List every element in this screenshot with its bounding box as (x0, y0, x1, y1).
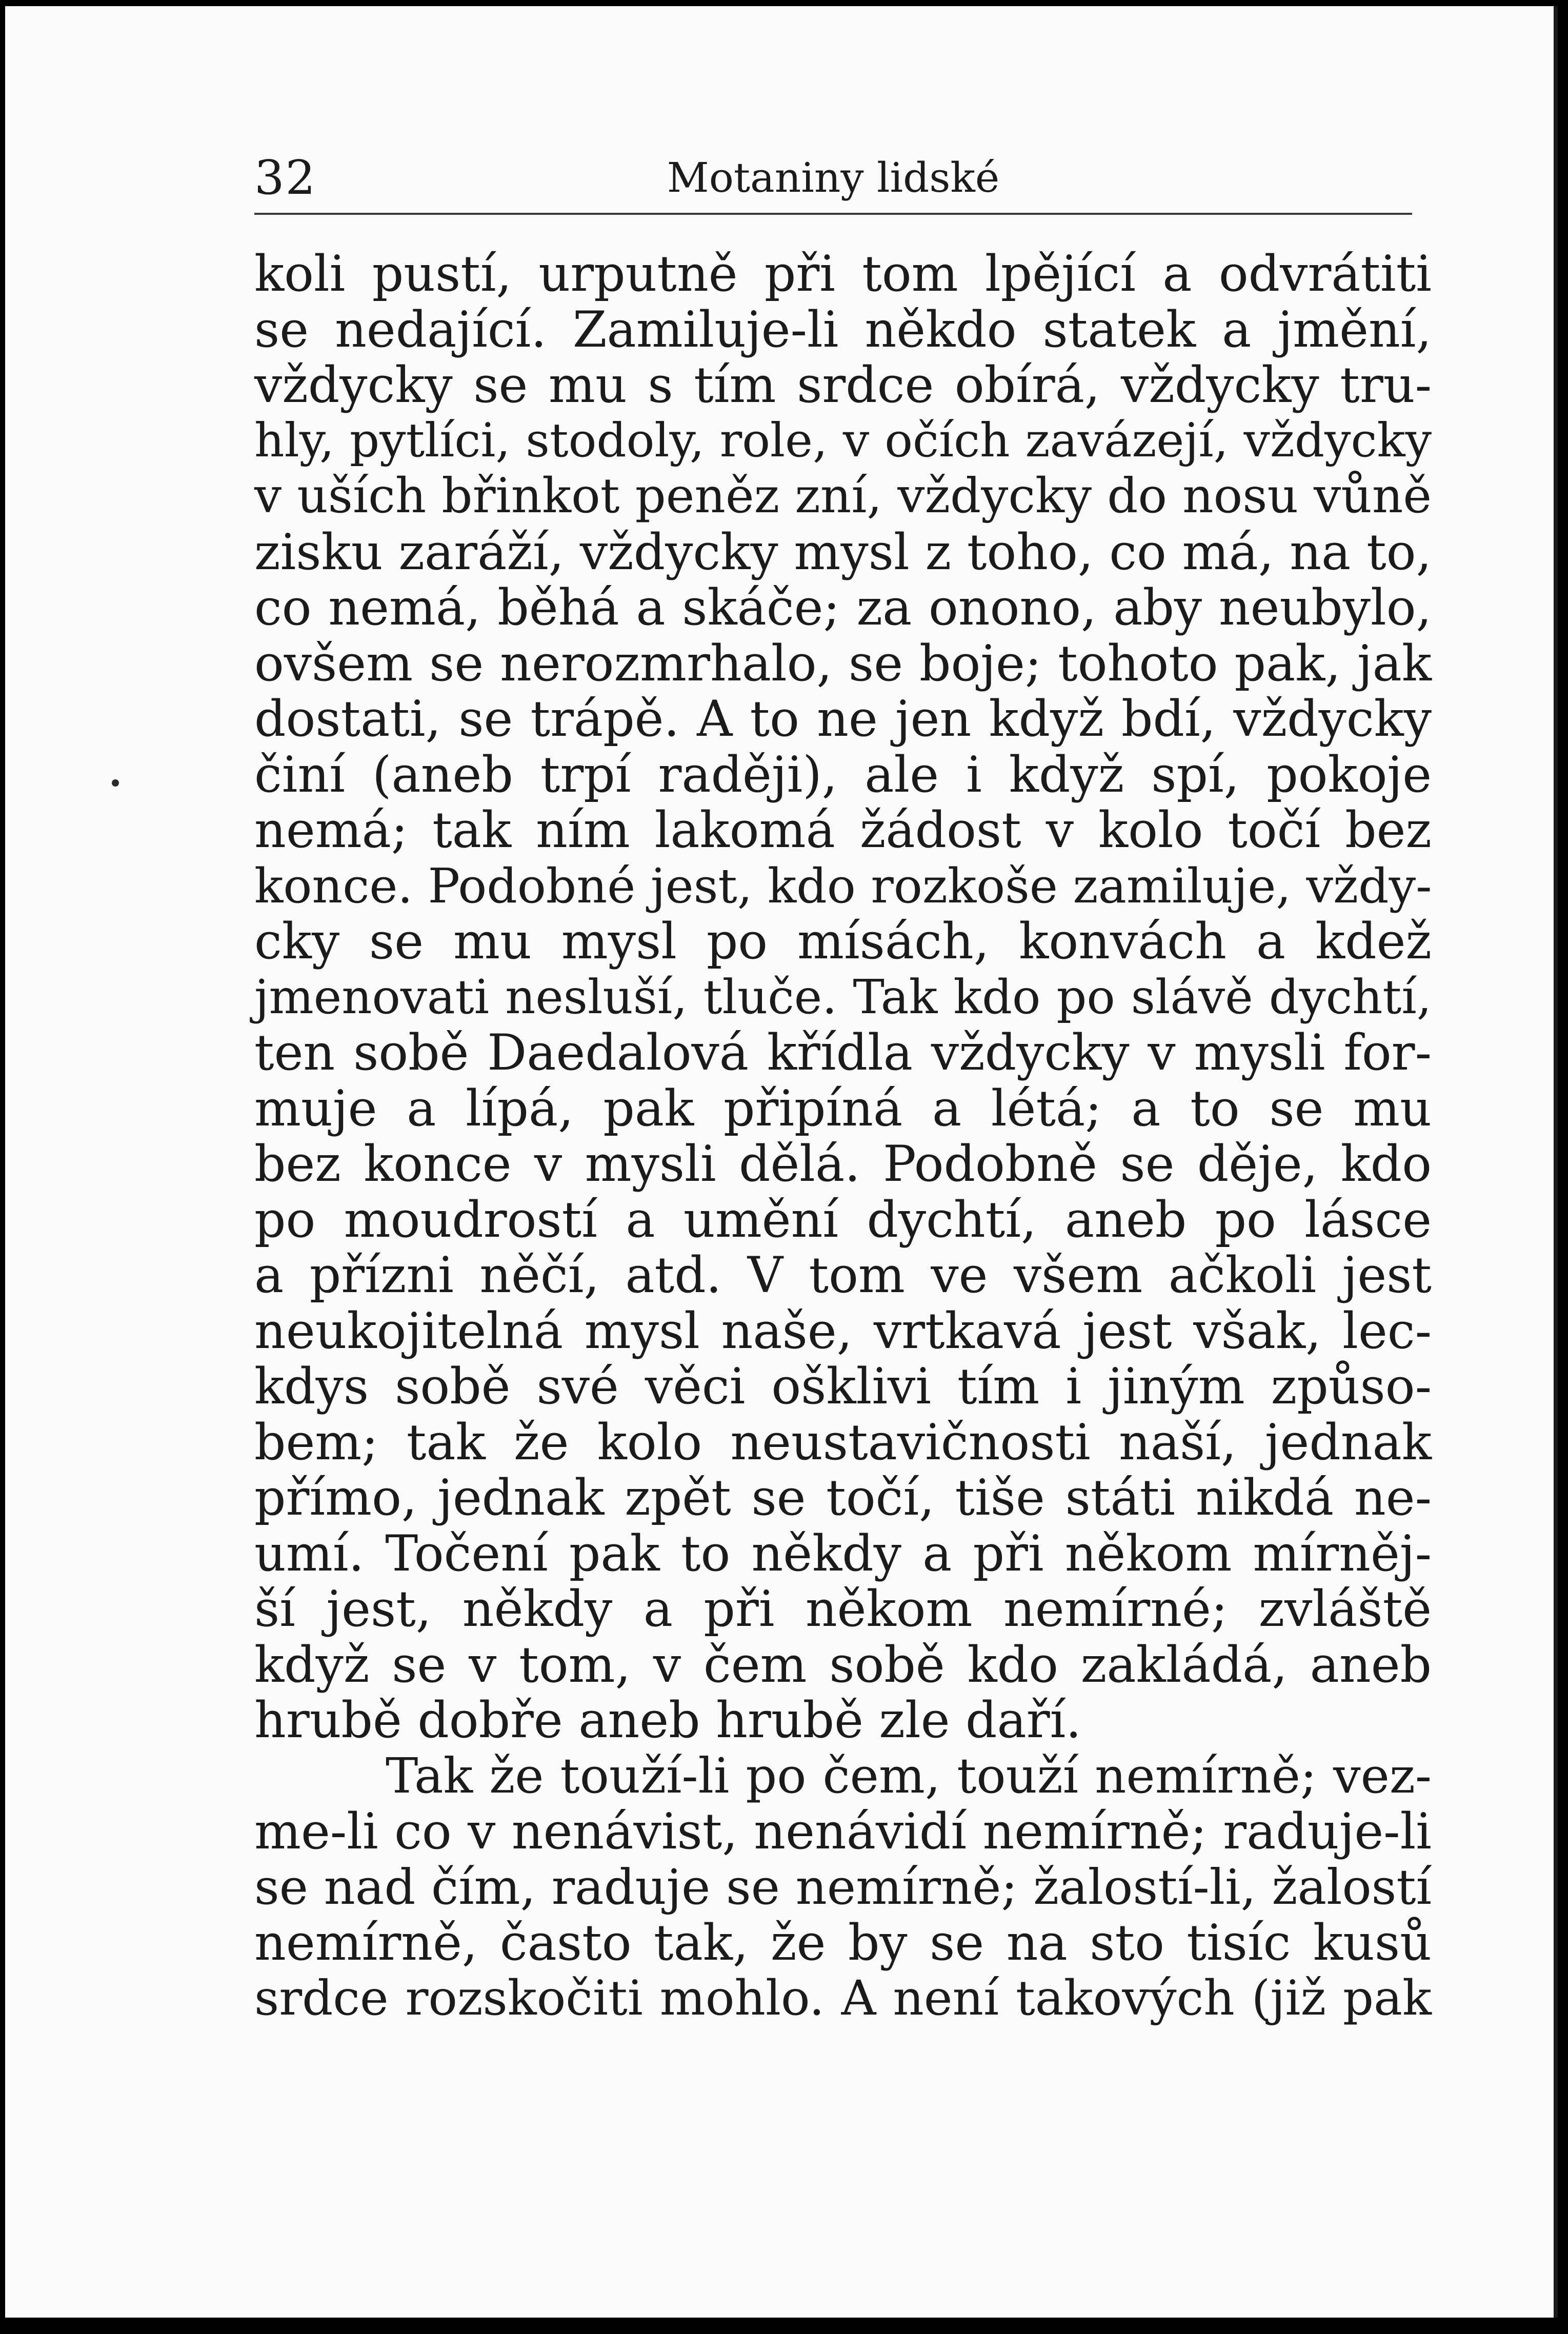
text-line: přímo, jednak zpět se točí, tiše státi nikdá ne- (254, 1469, 1432, 1526)
text-line: kdys sobě své věci ošklivi tím i jiným způso- (254, 1358, 1432, 1415)
text-line: hly, pytlíci, stodoly, role, v očích zavázejí, vždycky (254, 413, 1432, 468)
header-rule (254, 213, 1412, 215)
body-text (254, 246, 1432, 2026)
text-line: nemírně, často tak, že by se na sto tisíc kusů (254, 1914, 1432, 1971)
text-line: ten sobě Daedalová křídla vždycky v mysli for- (254, 1024, 1432, 1081)
text-line: zisku zaráží, vždycky mysl z toho, co má, na to, (254, 523, 1432, 581)
text-line: v uších břinkot peněz zní, vždycky do nosu vůně (254, 468, 1432, 524)
text-line: ší jest, někdy a při někom nemírné; zvláště (254, 1580, 1432, 1638)
text-line: umí. Točení pak to někdy a při někom mírněj- (254, 1524, 1432, 1582)
text-line: bem; tak že kolo neustavičnosti naší, jednak (254, 1413, 1432, 1471)
text-line: po moudrostí a umění dychtí, aneb po lásce (254, 1191, 1432, 1249)
text-line: dostati, se trápě. A to ne jen když bdí, vždycky (254, 690, 1432, 748)
page-number: 32 (254, 150, 317, 205)
text-line: me-li co v nenávist, nenávidí nemírně; raduje-li (254, 1803, 1432, 1860)
book-page (5, 6, 1558, 2318)
text-line: cky se mu mysl po mísách, konvách a kdež (254, 913, 1432, 970)
text-line: bez konce v mysli dělá. Podobně se děje, kdo (254, 1135, 1432, 1193)
text-line: jmenovati nesluší, tluče. Tak kdo po slávě dychtí, (254, 969, 1432, 1024)
text-line: činí (aneb trpí raději), ale i když spí, pokoje (254, 746, 1432, 803)
text-line: neukojitelná mysl naše, vrtkavá jest však, lec- (254, 1302, 1432, 1360)
text-line: když se v tom, v čem sobě kdo zakládá, aneb (254, 1636, 1432, 1694)
text-line: nemá; tak ním lakomá žádost v kolo točí bez (254, 801, 1432, 859)
text-line: a přízni něčí, atd. V tom ve všem ačkoli jest (254, 1246, 1432, 1304)
text-line: srdce rozskočiti mohlo. A není takových (již pak (254, 1970, 1432, 2026)
text-line: konce. Podobné jest, kdo rozkoše zamiluje, vždy- (254, 858, 1432, 914)
margin-speck (112, 779, 119, 787)
text-line: muje a lípá, pak připíná a létá; a to se mu (254, 1079, 1432, 1137)
text-line-paragraph-start: Tak že touží-li po čem, touží nemírně; vez- (386, 1747, 1432, 1804)
text-line: se nedající. Zamiluje-li někdo statek a jmění, (254, 300, 1432, 358)
text-line: co nemá, běhá a skáče; za onono, aby neubylo, (254, 579, 1432, 636)
text-line: se nad čím, raduje se nemírně; žalostí-li, žalostí (254, 1859, 1432, 1916)
running-title: Motaniny lidské (667, 154, 1000, 202)
text-line-paragraph-end: hrubě dobře aneb hrubě zle daří. (254, 1692, 1081, 1749)
text-line: koli pustí, urputně při tom lpějící a odvrátiti (254, 245, 1432, 303)
page-header (254, 150, 1412, 206)
text-line: ovšem se nerozmrhalo, se boje; tohoto pak, jak (254, 634, 1432, 692)
text-line: vždycky se mu s tím srdce obírá, vždycky tru- (254, 356, 1432, 414)
